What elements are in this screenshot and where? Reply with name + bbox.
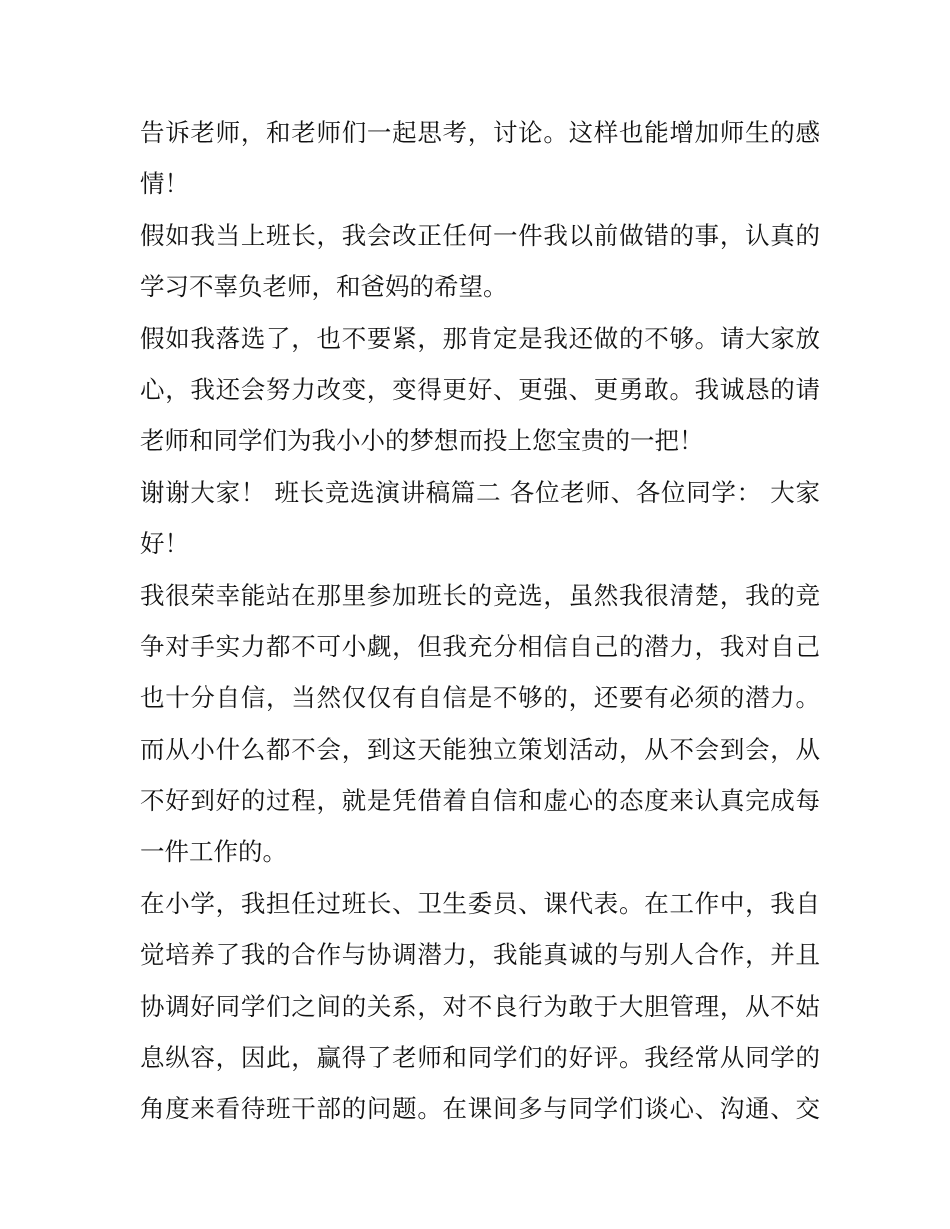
text-line: 觉培养了我的合作与协调潜力，我能真诚的与别人合作，并且 (140, 940, 820, 970)
text-line: 争对手实力都不可小觑，但我充分相信自己的潜力，我对自己 (140, 631, 820, 661)
text-line: 情！ (140, 169, 189, 199)
text-line: 而从小什么都不会，到这天能独立策划活动，从不会到会，从 (140, 734, 820, 764)
text-line: 老师和同学们为我小小的梦想而投上您宝贵的一把！ (140, 426, 704, 456)
text-line: 在小学，我担任过班长、卫生委员、课代表。在工作中，我自 (140, 888, 820, 918)
text-line: 假如我落选了，也不要紧，那肯定是我还做的不够。请大家放 (140, 323, 820, 353)
text-line: 息纵容，因此，赢得了老师和同学们的好评。我经常从同学的 (140, 1043, 820, 1073)
text-line: 好！ (140, 529, 189, 559)
text-line: 学习不辜负老师，和爸妈的希望。 (140, 272, 508, 302)
text-line: 我很荣幸能站在那里参加班长的竞选，虽然我很清楚，我的竞 (140, 580, 820, 610)
text-line: 角度来看待班干部的问题。在课间多与同学们谈心、沟通、交 (140, 1094, 820, 1124)
text-line: 协调好同学们之间的关系，对不良行为敢于大胆管理，从不姑 (140, 991, 820, 1021)
text-line: 也十分自信，当然仅仅有自信是不够的，还要有必须的潜力。 (140, 683, 820, 713)
text-line: 心，我还会努力改变，变得更好、更强、更勇敢。我诚恳的请 (140, 374, 820, 404)
text-line: 一件工作的。 (140, 837, 287, 867)
text-line: 不好到好的过程，就是凭借着自信和虚心的态度来认真完成每 (140, 786, 820, 816)
body-text (140, 107, 820, 1135)
text-line: 谢谢大家！ 班长竞选演讲稿篇二 各位老师、各位同学： 大家 (140, 477, 820, 507)
text-line: 告诉老师，和老师们一起思考，讨论。这样也能增加师生的感 (140, 118, 820, 147)
text-line: 假如我当上班长，我会改正任何一件我以前做错的事，认真的 (140, 220, 820, 250)
